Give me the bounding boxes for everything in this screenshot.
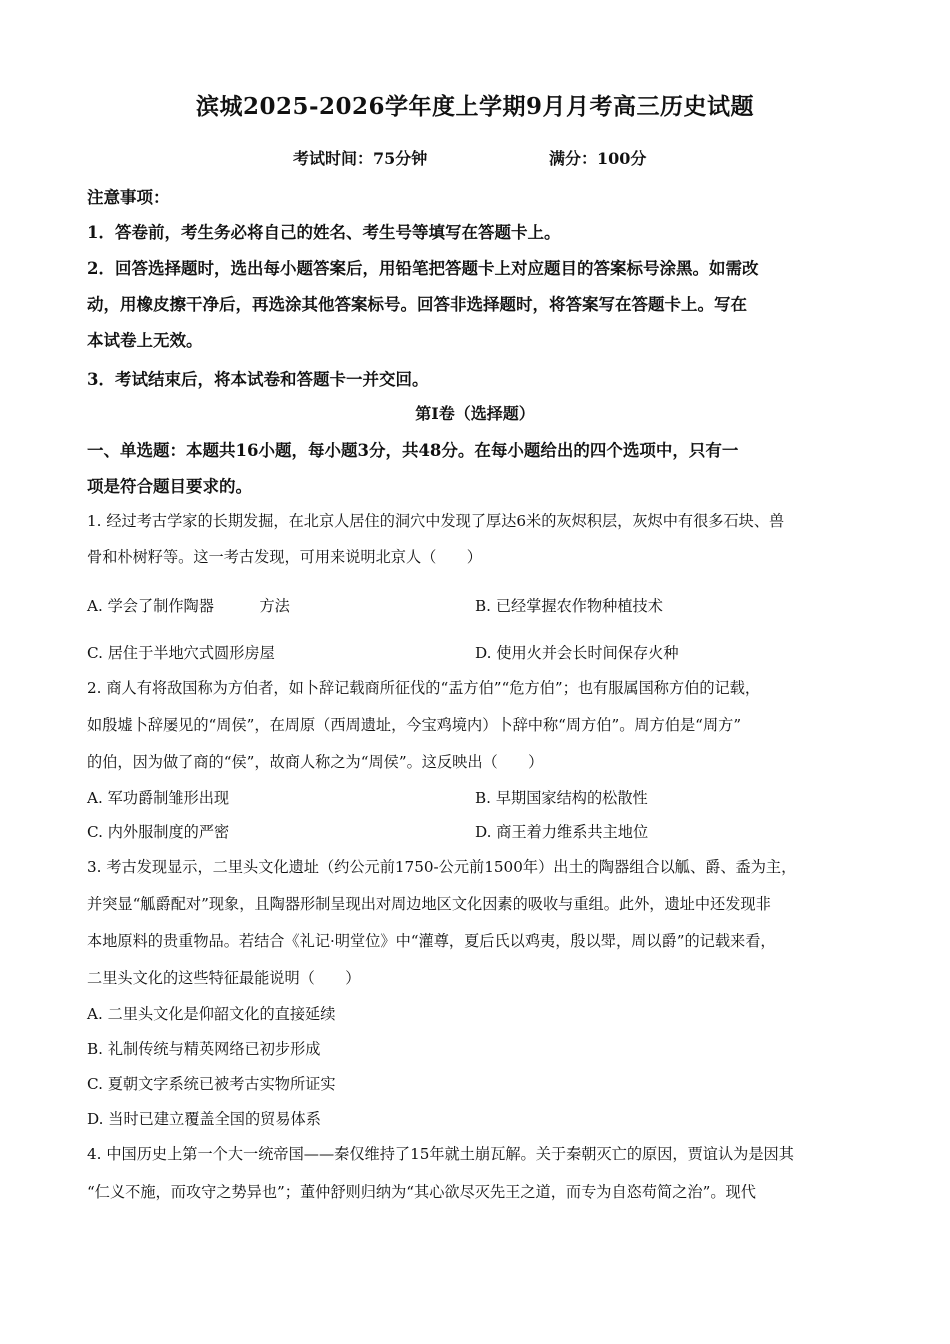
question-3-stem-line-1: 3. 考古发现显示，二里头文化遗址（约公元前1750-公元前1500年）出土的陶器组合以觚、爵、盉为主， [87,858,797,876]
question-2-option-b: B. 早期国家结构的松散性 [475,789,648,807]
notice-item-2-line-2: 动，用橡皮擦干净后，再选涂其他答案标号。回答非选择题时，将答案写在答题卡上。写在 [87,295,747,314]
question-3-stem-line-3: 本地原料的贵重物品。若结合《礼记·明堂位》中“灌尊，夏后氏以鸡夷，殷以斝，周以爵”的记载来看， [87,932,776,950]
question-1-stem-line-2: 骨和朴树籽等。这一考古发现，可用来说明北京人（ ） [87,548,482,566]
question-1-stem-line-1: 1. 经过考古学家的长期发掘，在北京人居住的洞穴中发现了厚达6米的灰烬积层，灰烬中有很多石块、兽 [87,512,785,530]
question-2-stem-line-3: 的伯，因为做了商的“侯”，故商人称之为“周侯”。这反映出（ ） [87,753,544,771]
question-1-option-d: D. 使用火并会长时间保存火种 [475,644,679,662]
section-instruction-line-2: 项是符合题目要求的。 [87,477,252,496]
question-3-option-a: A. 二里头文化是仰韶文化的直接延续 [87,1005,336,1023]
notice-heading: 注意事项： [87,188,170,207]
question-1-option-a: A. 学会了制作陶器 方法 [87,597,290,615]
section-instruction-line-1: 一、单选题：本题共16小题，每小题3分，共48分。在每小题给出的四个选项中，只有一 [87,441,739,460]
question-3-option-d: D. 当时已建立覆盖全国的贸易体系 [87,1110,321,1128]
notice-item-3: 3．考试结束后，将本试卷和答题卡一并交回。 [87,370,429,389]
question-1-option-c: C. 居住于半地穴式圆形房屋 [87,644,275,662]
question-4-stem-line-1: 4. 中国历史上第一个大一统帝国——秦仅维持了15年就土崩瓦解。关于秦朝灭亡的原因，贾谊认为是因其 [87,1145,794,1163]
exam-time: 考试时间：75分钟 [293,149,428,168]
full-score: 满分：100分 [549,149,647,168]
question-2-option-c: C. 内外服制度的严密 [87,823,230,841]
section-title: 第Ⅰ卷（选择题） [415,404,535,423]
notice-item-2-line-3: 本试卷上无效。 [87,331,203,350]
question-3-stem-line-4: 二里头文化的这些特征最能说明（ ） [87,969,361,987]
notice-item-2-line-1: 2．回答选择题时，选出每小题答案后，用铅笔把答题卡上对应题目的答案标号涂黑。如需改 [87,259,759,278]
question-3-option-b: B. 礼制传统与精英网络已初步形成 [87,1040,321,1058]
question-2-stem-line-1: 2. 商人有将敌国称为方伯者，如卜辞记载商所征伐的“盂方伯”“危方伯”；也有服属国称方伯的记载， [87,679,761,697]
question-1-option-b: B. 已经掌握农作物种植技术 [475,597,663,615]
question-2-option-a: A. 军功爵制雏形出现 [87,789,230,807]
question-3-stem-line-2: 并突显“觚爵配对”现象，且陶器形制呈现出对周边地区文化因素的吸收与重组。此外，遗址中还发现非 [87,895,771,913]
exam-title: 滨城2025-2026学年度上学期9月月考高三历史试题 [195,93,755,120]
question-2-option-d: D. 商王着力维系共主地位 [475,823,649,841]
question-2-stem-line-2: 如殷墟卜辞屡见的“周侯”，在周原（西周遗址，今宝鸡境内）卜辞中称“周方伯”。周方伯是“周方” [87,716,742,734]
question-3-option-c: C. 夏朝文字系统已被考古实物所证实 [87,1075,336,1093]
notice-item-1: 1．答卷前，考生务必将自己的姓名、考生号等填写在答题卡上。 [87,223,561,242]
question-4-stem-line-2: “仁义不施，而攻守之势异也”；董仲舒则归纳为“其心欲尽灭先王之道，而专为自恣苟简之治”。现代 [87,1183,756,1201]
